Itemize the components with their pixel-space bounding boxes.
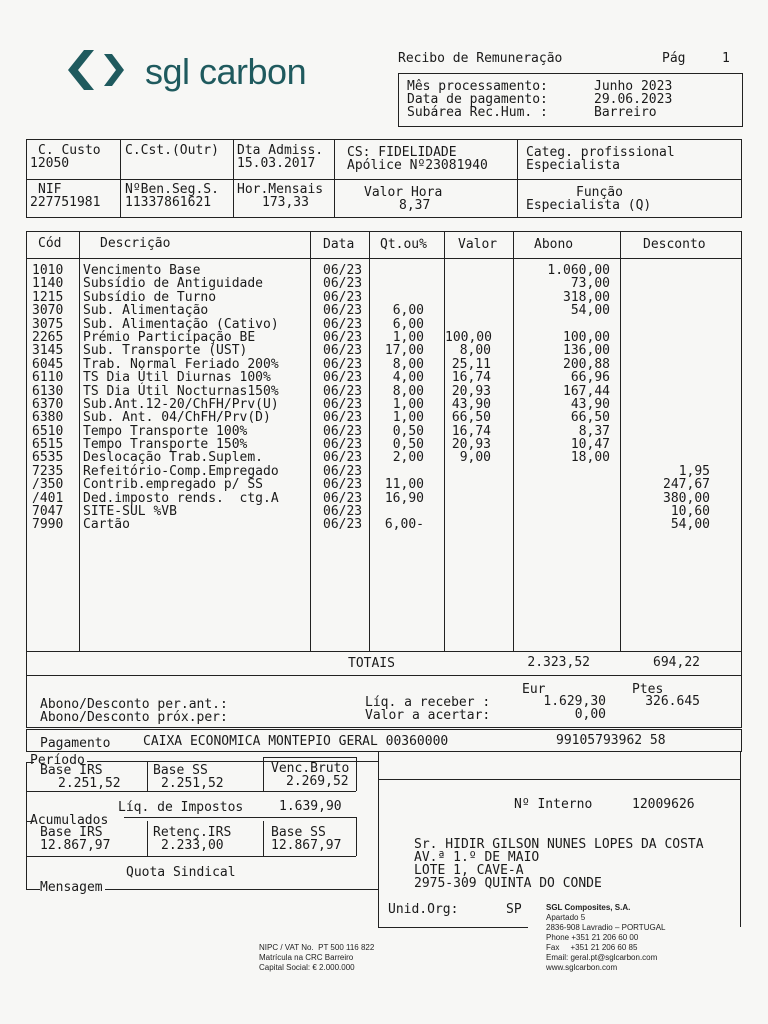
table-cell-abono [514, 492, 610, 505]
table-cell-abono: 136,00 [563, 343, 610, 359]
table-cell-abono [514, 318, 610, 331]
table-cell-abono: 54,00 [570, 303, 610, 319]
table-cell-abono: 100,00 [563, 329, 610, 345]
legal-l2: Matrícula na CRC Barreiro [259, 953, 354, 962]
table-cell-qt: 4,00 [392, 370, 424, 386]
table-cell-abono: 66,50 [570, 410, 610, 426]
table-cell-desc: Deslocação Trab.Suplem. [83, 450, 264, 466]
table-cell-data: 06/23 [323, 450, 363, 466]
table-cell-data: 06/23 [323, 423, 363, 439]
company-address [546, 903, 665, 973]
proc-label: Mês processamento: [407, 79, 548, 94]
vh-label: Valor Hora [364, 185, 443, 200]
periodo-base-irs: 2.251,52 [58, 776, 121, 791]
table-cell-abono [514, 505, 610, 518]
doc-title: Recibo de Remuneração [398, 51, 563, 66]
company-l6: www.sglcarbon.com [546, 963, 618, 972]
table-cell-valor: 8,00 [459, 343, 491, 359]
col-header-cod: Cód [38, 236, 62, 251]
table-cell-cod: 6380 [32, 410, 64, 426]
acum-base-ss: 12.867,97 [271, 838, 342, 853]
acum-base-irs: 12.867,97 [40, 838, 111, 853]
pay-label: Data de pagamento: [407, 92, 548, 107]
table-cell-abono: 66,96 [570, 370, 610, 386]
periodo-base-ss-label: Base SS [153, 763, 208, 778]
acum-retenc: 2.233,00 [161, 838, 224, 853]
table-cell-desconto [621, 358, 710, 371]
legal-l1: NIPC / VAT No. PT 500 116 822 [259, 943, 375, 952]
table-cell-qt [370, 465, 424, 478]
cs-value: CS: FIDELIDADE [347, 145, 457, 160]
payment-account: 99105793962 58 [556, 733, 666, 748]
company-l3: Phone +351 21 206 60 00 [546, 933, 639, 942]
table-cell-valor [445, 505, 491, 518]
table-cell-cod: /401 [32, 490, 64, 506]
ptes-label: Ptes [632, 682, 664, 697]
employee-addr2: LOTE 1, CAVE-A [414, 863, 524, 878]
periodo-base-irs-label: Base IRS [40, 763, 103, 778]
table-cell-abono: 8,37 [578, 423, 610, 439]
table-cell-data: 06/23 [323, 276, 363, 292]
page-number: 1 [722, 51, 730, 66]
func-value: Especialista (Q) [526, 198, 652, 213]
table-cell-qt [370, 291, 424, 304]
table-cell-valor [445, 318, 491, 331]
periodo-base-ss: 2.251,52 [161, 776, 224, 791]
table-cell-cod: 1140 [32, 276, 64, 292]
table-cell-desc: Prémio Participação BE [83, 329, 256, 345]
acum-base-ss-label: Base SS [271, 825, 326, 840]
acum-retenc-label: Retenç.IRS [153, 825, 232, 840]
nif-label: NIF [38, 182, 62, 197]
sgl-logo-icon [66, 50, 132, 90]
quota-sindical: Quota Sindical [126, 865, 236, 880]
table-cell-desconto [621, 398, 710, 411]
table-cell-valor [445, 277, 491, 290]
company-l4: Fax +351 21 206 60 85 [546, 943, 638, 952]
employee-name: Sr. HIDIR GILSON NUNES LOPES DA COSTA [414, 837, 704, 852]
brand-name: sgl carbon [145, 51, 307, 92]
col-desc [83, 264, 308, 532]
table-cell-data: 06/23 [323, 437, 363, 453]
table-cell-desconto [621, 411, 710, 424]
func-label: Função [576, 185, 623, 200]
acumulados-label: Acumulados [30, 813, 109, 828]
table-cell-valor [445, 291, 491, 304]
table-cell-desconto: 10,60 [670, 504, 710, 520]
table-cell-desc: Sub.Ant.12-20/ChFH/Prv(U) [83, 396, 279, 412]
col-header-desc: Descrição [100, 236, 171, 251]
acertar-label: Valor a acertar: [365, 708, 491, 723]
table-cell-desconto [621, 425, 710, 438]
table-cell-data: 06/23 [323, 477, 363, 493]
table-cell-data: 06/23 [323, 504, 363, 520]
table-cell-desc: Sub. Alimentação [83, 303, 209, 319]
table-cell-abono: 43,90 [570, 396, 610, 412]
table-cell-desconto [621, 331, 710, 344]
table-cell-abono [514, 465, 610, 478]
col-cod [32, 264, 78, 532]
liq-ptes: 326.645 [645, 694, 700, 709]
unid-value: SP [506, 902, 522, 917]
proc-value: Junho 2023 [594, 79, 673, 94]
table-cell-cod: 7047 [32, 504, 64, 520]
table-cell-data: 06/23 [323, 316, 363, 332]
table-cell-valor: 43,90 [451, 396, 491, 412]
table-cell-qt [370, 277, 424, 290]
table-cell-qt: 11,00 [384, 477, 424, 493]
table-cell-abono: 318,00 [563, 289, 610, 305]
table-cell-abono: 18,00 [570, 450, 610, 466]
table-cell-abono: 73,00 [570, 276, 610, 292]
table-cell-qt: 8,00 [392, 383, 424, 399]
totals-label: TOTAIS [348, 656, 395, 671]
table-cell-desconto: 1,95 [678, 463, 710, 479]
liq-impostos: 1.639,90 [279, 799, 342, 814]
table-cell-cod: 1010 [32, 263, 64, 278]
table-cell-cod: /350 [32, 477, 64, 493]
table-cell-valor [445, 518, 491, 531]
table-cell-valor [445, 465, 491, 478]
table-cell-cod: 3075 [32, 316, 64, 332]
table-cell-desconto: 247,67 [663, 477, 710, 493]
abono-ant-label: Abono/Desconto per.ant.: [40, 697, 228, 712]
table-cell-qt: 6,00 [392, 316, 424, 332]
table-cell-valor: 9,00 [459, 450, 491, 466]
eur-label: Eur [522, 682, 546, 697]
table-cell-valor [445, 478, 491, 491]
interno-value: 12009626 [632, 797, 695, 812]
table-cell-desconto [621, 371, 710, 384]
total-desconto: 694,22 [653, 655, 700, 670]
table-cell-desc: Sub. Transporte (UST) [83, 343, 248, 359]
abono-prox-label: Abono/Desconto próx.per: [40, 710, 228, 725]
acertar-eur: 0,00 [574, 707, 606, 722]
table-cell-valor: 20,93 [451, 383, 491, 399]
sub-value: Barreiro [594, 105, 657, 120]
liq-label: Líq. a receber : [365, 695, 491, 710]
table-cell-qt: 0,50 [392, 423, 424, 439]
table-cell-data: 06/23 [323, 343, 363, 359]
table-cell-qt: 1,00 [392, 396, 424, 412]
table-cell-data: 06/23 [323, 329, 363, 345]
acum-base-irs-label: Base IRS [40, 825, 103, 840]
table-cell-data: 06/23 [323, 356, 363, 372]
liq-impostos-label: Líq. de Impostos [118, 800, 244, 815]
payment-bank: CAIXA ECONOMICA MONTEPIO GERAL 00360000 [143, 734, 449, 749]
table-cell-desc: Subsídio de Turno [83, 289, 217, 305]
adm-label: Dta Admiss. [237, 143, 324, 158]
table-cell-cod: 6510 [32, 423, 64, 439]
table-cell-desc: Vencimento Base [83, 263, 201, 278]
table-cell-desconto [621, 318, 710, 331]
periodo-label: Período [30, 753, 85, 768]
col-header-desconto: Desconto [643, 237, 706, 252]
company-l1: Apartado 5 [546, 913, 586, 922]
table-cell-abono [514, 518, 610, 531]
table-cell-qt: 16,90 [384, 490, 424, 506]
table-cell-valor: 100,00 [445, 329, 492, 345]
table-cell-abono: 167,44 [563, 383, 610, 399]
employee-addr3: 2975-309 QUINTA DO CONDE [414, 876, 602, 891]
col-header-valor: Valor [458, 237, 498, 252]
table-cell-desconto [621, 385, 710, 398]
legal-info [259, 943, 374, 973]
table-cell-cod: 7990 [32, 517, 64, 533]
company-l5: Email: geral.pt@sglcarbon.com [546, 953, 658, 962]
table-cell-desconto [621, 451, 710, 464]
table-cell-cod: 3145 [32, 343, 64, 359]
table-cell-qt: 6,00 [392, 303, 424, 319]
table-cell-qt: 17,00 [384, 343, 424, 359]
table-cell-desc: SITE-SUL %VB [83, 504, 177, 520]
table-cell-abono: 1.060,00 [547, 263, 610, 278]
table-cell-data: 06/23 [323, 383, 363, 399]
table-cell-desc: Sub. Alimentação (Cativo) [83, 316, 279, 332]
table-cell-qt: 0,50 [392, 437, 424, 453]
table-cell-desconto [621, 438, 710, 451]
apolice-value: Apólice Nº23081940 [347, 158, 488, 173]
table-cell-desc: Cartão [83, 517, 130, 533]
table-cell-valor: 16,74 [451, 423, 491, 439]
table-cell-cod: 6110 [32, 370, 64, 386]
table-cell-cod: 1215 [32, 289, 64, 305]
table-cell-data: 06/23 [323, 303, 363, 319]
categ-value: Especialista [526, 158, 620, 173]
table-cell-qt [370, 264, 424, 277]
table-cell-desconto: 54,00 [670, 517, 710, 533]
nben-value: 11337861621 [125, 195, 212, 210]
company-l2: 2836-908 Lavradio – PORTUGAL [546, 923, 666, 932]
table-cell-desconto: 380,00 [663, 490, 710, 506]
col-header-data: Data [323, 237, 355, 252]
adm-value: 15.03.2017 [237, 156, 316, 171]
company-logo [66, 50, 136, 90]
table-cell-desc: Sub. Ant. 04/ChFH/Prv(D) [83, 410, 271, 426]
table-cell-data: 06/23 [323, 396, 363, 412]
col-header-abono: Abono [534, 237, 574, 252]
col-data [323, 264, 368, 532]
table-cell-valor: 66,50 [451, 410, 491, 426]
table-cell-valor: 25,11 [451, 356, 491, 372]
ccusto-value: 12050 [30, 156, 70, 171]
table-cell-desconto [621, 304, 710, 317]
hor-value: 173,33 [262, 195, 309, 210]
mensagem-label: Mensagem [40, 880, 103, 895]
table-cell-desconto [621, 264, 710, 277]
table-cell-desc: Ded.imposto rends. ctg.A [83, 490, 279, 506]
col-desconto [621, 264, 710, 532]
employee-addr1: AV.ª 1.º DE MAIO [414, 850, 540, 865]
table-cell-valor: 16,74 [451, 370, 491, 386]
legal-l3: Capital Social: € 2.000.000 [259, 963, 355, 972]
table-cell-valor: 20,93 [451, 437, 491, 453]
hor-label: Hor.Mensais [237, 182, 324, 197]
ccst-label: C.Cst.(Outr) [125, 143, 219, 158]
table-cell-cod: 6130 [32, 383, 64, 399]
page-label: Pág [662, 51, 686, 66]
table-cell-desc: Refeitório-Comp.Empregado [83, 463, 279, 479]
table-cell-desc: Tempo Transporte 100% [83, 423, 248, 439]
nif-value: 227751981 [30, 195, 101, 210]
table-cell-abono: 10,47 [570, 437, 610, 453]
sub-label: Subárea Rec.Hum. : [407, 105, 548, 120]
table-cell-desc: Trab. Normal Feriado 200% [83, 356, 279, 372]
table-cell-data: 06/23 [323, 517, 363, 533]
table-cell-desc: Contrib.empregado p/ SS [83, 477, 264, 493]
table-cell-desconto [621, 277, 710, 290]
categ-label: Categ. profissional [526, 145, 675, 160]
table-cell-valor [445, 264, 491, 277]
table-cell-data: 06/23 [323, 463, 363, 479]
pay-value: 29.06.2023 [594, 92, 673, 107]
table-cell-cod: 6535 [32, 450, 64, 466]
table-cell-qt [370, 505, 424, 518]
table-cell-abono [514, 478, 610, 491]
interno-label: Nº Interno [514, 797, 593, 812]
table-cell-desconto [621, 291, 710, 304]
table-cell-qt: 8,00 [392, 356, 424, 372]
nben-label: NºBen.Seg.S. [125, 182, 219, 197]
table-cell-data: 06/23 [323, 263, 363, 278]
table-cell-desc: TS Dia Útil Diurnas 100% [83, 370, 271, 386]
table-cell-data: 06/23 [323, 370, 363, 386]
table-cell-data: 06/23 [323, 490, 363, 506]
table-cell-desc: Tempo Transporte 150% [83, 437, 248, 453]
table-cell-cod: 6515 [32, 437, 64, 453]
table-cell-qt: 6,00- [384, 517, 424, 533]
table-cell-abono: 200,88 [563, 356, 610, 372]
periodo-venc-label: Venc.Bruto [271, 761, 350, 776]
payment-label: Pagamento [40, 736, 111, 751]
unid-label: Unid.Org: [388, 902, 459, 917]
total-abono: 2.323,52 [527, 655, 590, 670]
col-qt [370, 264, 424, 532]
periodo-venc: 2.269,52 [286, 774, 349, 789]
table-cell-desc: TS Dia Útil Nocturnas150% [83, 383, 279, 399]
table-cell-cod: 6370 [32, 396, 64, 412]
liq-eur: 1.629,30 [543, 694, 606, 709]
table-cell-desconto [621, 344, 710, 357]
table-cell-data: 06/23 [323, 289, 363, 305]
table-cell-cod: 7235 [32, 463, 64, 479]
company-name: SGL Composites, S.A. [546, 903, 631, 912]
table-cell-qt: 1,00 [392, 410, 424, 426]
col-header-qt: Qt.ou% [380, 237, 427, 252]
ccusto-label: C. Custo [38, 143, 101, 158]
table-cell-qt: 2,00 [392, 450, 424, 466]
col-abono [514, 264, 610, 532]
table-cell-qt: 1,00 [392, 329, 424, 345]
table-cell-cod: 2265 [32, 329, 64, 345]
table-cell-cod: 3070 [32, 303, 64, 319]
table-cell-cod: 6045 [32, 356, 64, 372]
table-cell-desc: Subsídio de Antiguidade [83, 276, 264, 292]
table-cell-valor [445, 492, 491, 505]
vh-value: 8,37 [399, 198, 431, 213]
table-cell-valor [445, 304, 491, 317]
col-valor [445, 264, 491, 532]
table-cell-data: 06/23 [323, 410, 363, 426]
